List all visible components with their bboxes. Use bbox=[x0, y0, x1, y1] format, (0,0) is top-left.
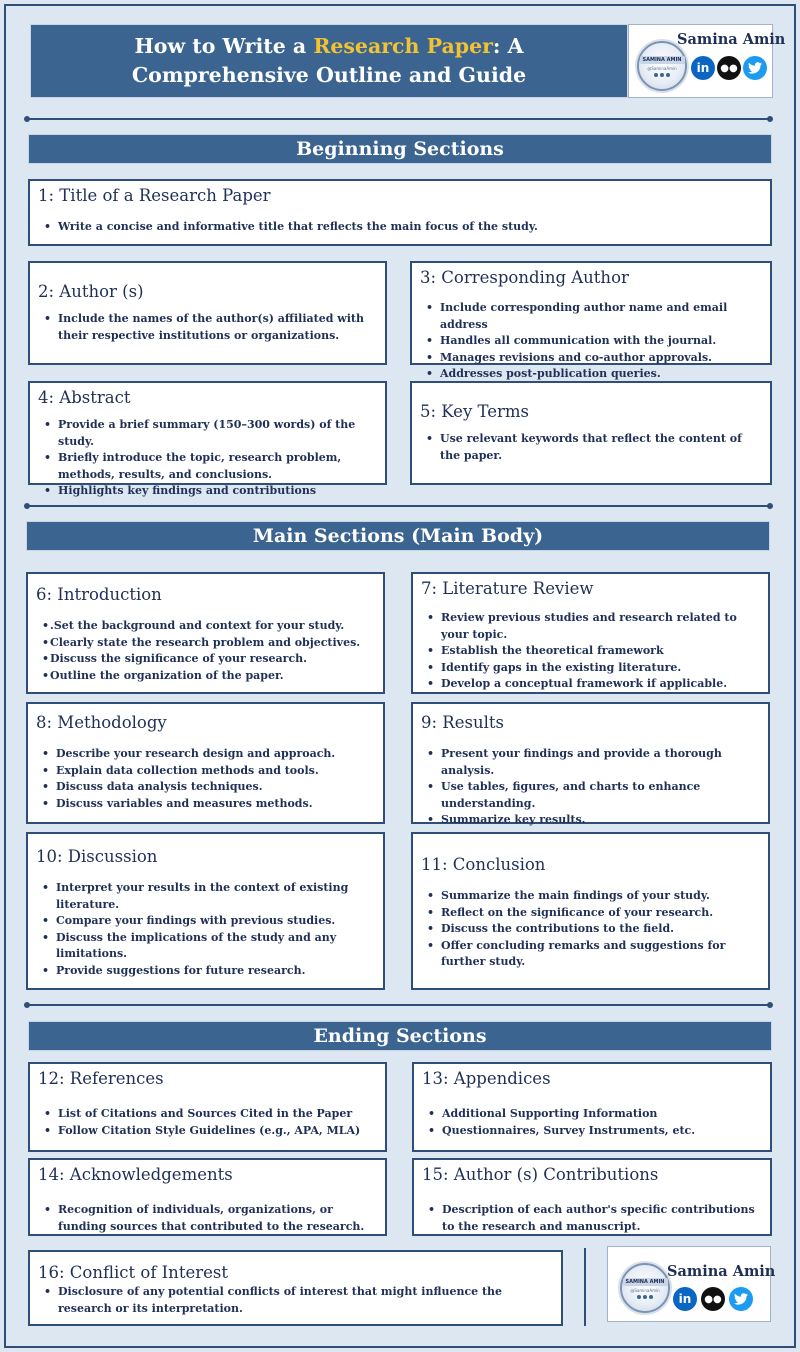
bullet-item: • Outline the organization of the paper. bbox=[36, 668, 375, 685]
card-results bbox=[411, 702, 770, 824]
card-heading: 1: Title of a Research Paper bbox=[38, 186, 271, 205]
card-key-terms bbox=[410, 381, 772, 485]
bullet-item: • Establish the theoretical framework bbox=[421, 643, 760, 660]
bullet-item: • Additional Supporting Information bbox=[422, 1106, 762, 1123]
card-heading: 10: Discussion bbox=[36, 847, 158, 866]
title-highlight: Research Paper bbox=[313, 34, 493, 58]
author-name: Samina Amin bbox=[667, 1263, 776, 1280]
card-heading: 16: Conflict of Interest bbox=[38, 1263, 228, 1282]
card-heading: 14: Acknowledgements bbox=[38, 1165, 233, 1184]
bullet-item: • Discuss data analysis techniques. bbox=[36, 779, 375, 796]
bullet-item: • Write a concise and informative title that reflects the main focus of the study. bbox=[38, 219, 762, 236]
bullet-item: • Review previous studies and research related to your topic. bbox=[421, 610, 760, 643]
card-corresponding-author bbox=[410, 261, 772, 380]
bullet-item: • Clearly state the research problem and objectives. bbox=[36, 635, 375, 652]
page-title: How to Write a Research Paper: A Comprehensive Outline and Guide bbox=[30, 24, 628, 98]
divider bbox=[27, 118, 770, 120]
bullet-item: • Handles all communication with the journal. bbox=[420, 333, 762, 350]
bullet-item: • Include corresponding author name and email address bbox=[420, 300, 762, 333]
author-brand-bottom bbox=[607, 1246, 776, 1322]
bullet-item: • Develop a conceptual framework if applicable. bbox=[421, 676, 760, 693]
card-references bbox=[28, 1062, 387, 1152]
card-author-contributions bbox=[412, 1158, 772, 1236]
bullet-item: • Discuss the contributions to the field. bbox=[421, 921, 760, 938]
card-title bbox=[28, 179, 772, 246]
card-conclusion bbox=[411, 832, 770, 990]
bullet-item: • Provide suggestions for future research. bbox=[36, 963, 375, 980]
section-ending: Ending Sections bbox=[28, 1021, 772, 1051]
bullet-item: • Summarize key results. bbox=[421, 812, 760, 829]
card-heading: 2: Author (s) bbox=[38, 282, 144, 301]
linkedin-icon[interactable]: in bbox=[691, 56, 715, 80]
card-authors bbox=[28, 261, 387, 365]
divider bbox=[27, 1004, 770, 1006]
bullet-item: • Identify gaps in the existing literature. bbox=[421, 660, 760, 677]
card-acknowledgements bbox=[28, 1158, 387, 1236]
bullet-item: • Explain data collection methods and tools. bbox=[36, 763, 375, 780]
bullet-item: • Discuss the significance of your research. bbox=[36, 651, 375, 668]
bullet-item: • Use tables, figures, and charts to enhance understanding. bbox=[421, 779, 760, 812]
card-heading: 13: Appendices bbox=[422, 1069, 551, 1088]
card-methodology bbox=[26, 702, 385, 824]
twitter-icon[interactable] bbox=[729, 1287, 753, 1311]
bullet-item: • .Set the background and context for your study. bbox=[36, 618, 375, 635]
section-main: Main Sections (Main Body) bbox=[26, 521, 770, 551]
bullet-item: • Include the names of the author(s) affiliated with their respective institutions or organizations. bbox=[38, 311, 377, 344]
card-heading: 6: Introduction bbox=[36, 585, 162, 604]
bullet-item: • Summarize the main findings of your study. bbox=[421, 888, 760, 905]
bullet-item: • Discuss the implications of the study and any limitations. bbox=[36, 930, 375, 963]
card-literature-review bbox=[411, 572, 770, 694]
medium-icon[interactable]: ●● bbox=[717, 56, 741, 80]
bullet-item: • Provide a brief summary (150–300 words) of the study. bbox=[38, 417, 377, 450]
bullet-item: • Addresses post-publication queries. bbox=[420, 366, 762, 383]
bullet-item: • Present your findings and provide a thorough analysis. bbox=[421, 746, 760, 779]
card-heading: 12: References bbox=[38, 1069, 164, 1088]
card-discussion bbox=[26, 832, 385, 990]
card-heading: 7: Literature Review bbox=[421, 579, 594, 598]
bullet-item: • Recognition of individuals, organizations, or funding sources that contributed to the research. bbox=[38, 1202, 377, 1235]
bullet-item: • Manages revisions and co-author approvals. bbox=[420, 350, 762, 367]
card-appendices bbox=[412, 1062, 772, 1152]
author-brand-top bbox=[628, 24, 786, 98]
bullet-item: • Reflect on the significance of your research. bbox=[421, 905, 760, 922]
bullet-item: • List of Citations and Sources Cited in the Paper bbox=[38, 1106, 377, 1123]
bullet-item: • Follow Citation Style Guidelines (e.g., APA, MLA) bbox=[38, 1123, 377, 1140]
author-logo: SAMINA AMIN @SaminaAmin bbox=[637, 41, 687, 91]
card-abstract bbox=[28, 381, 387, 497]
bullet-item: • Disclosure of any potential conflicts of interest that might influence the research or its interpretation. bbox=[38, 1284, 553, 1317]
bullet-item: • Questionnaires, Survey Instruments, etc. bbox=[422, 1123, 762, 1140]
bullet-item: • Interpret your results in the context of existing literature. bbox=[36, 880, 375, 913]
author-name: Samina Amin bbox=[677, 31, 786, 48]
card-heading: 11: Conclusion bbox=[421, 855, 546, 874]
section-beginning: Beginning Sections bbox=[28, 134, 772, 164]
author-logo: SAMINA AMIN @SaminaAmin bbox=[620, 1263, 670, 1313]
card-heading: 9: Results bbox=[421, 713, 504, 732]
bullet-item: • Highlights key findings and contributions bbox=[38, 483, 377, 500]
medium-icon[interactable]: ●● bbox=[701, 1287, 725, 1311]
vertical-divider bbox=[584, 1248, 586, 1326]
bullet-item: • Discuss variables and measures methods. bbox=[36, 796, 375, 813]
card-heading: 3: Corresponding Author bbox=[420, 268, 629, 287]
twitter-icon[interactable] bbox=[743, 56, 767, 80]
bullet-item: • Briefly introduce the topic, research problem, methods, results, and conclusions. bbox=[38, 450, 377, 483]
card-heading: 4: Abstract bbox=[38, 388, 131, 407]
bullet-item: • Compare your findings with previous studies. bbox=[36, 913, 375, 930]
bullet-item: • Describe your research design and approach. bbox=[36, 746, 375, 763]
card-conflict-of-interest bbox=[28, 1250, 563, 1326]
card-heading: 5: Key Terms bbox=[420, 402, 530, 421]
card-heading: 8: Methodology bbox=[36, 713, 167, 732]
card-introduction bbox=[26, 572, 385, 694]
divider bbox=[27, 505, 770, 507]
linkedin-icon[interactable]: in bbox=[673, 1287, 697, 1311]
card-heading: 15: Author (s) Contributions bbox=[422, 1165, 659, 1184]
bullet-item: • Use relevant keywords that reflect the content of the paper. bbox=[420, 431, 762, 464]
bullet-item: • Description of each author's specific contributions to the research and manuscript. bbox=[422, 1202, 762, 1235]
bullet-item: • Offer concluding remarks and suggestions for further study. bbox=[421, 938, 760, 971]
